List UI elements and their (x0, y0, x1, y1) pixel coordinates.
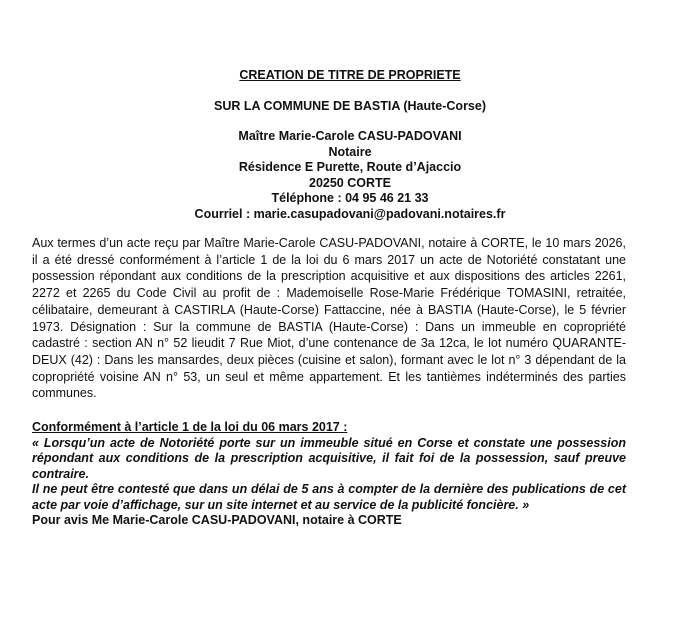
legal-quote-1: « Lorsqu’un acte de Notoriété porte sur un immeuble situé en Corse et constate une possession répondant aux conditions de la prescription acquisitive, il fait foi de la possession, sauf preuve contraire. (32, 435, 626, 481)
notary-name: Maître Marie-Carole CASU-PADOVANI (238, 129, 462, 143)
notary-block (0, 129, 700, 222)
notice-subtitle: SUR LA COMMUNE DE BASTIA (Haute-Corse) (214, 99, 486, 113)
legal-quote-2: Il ne peut être contesté que dans un délai de 5 ans à compter de la dernière des publications de cet acte par voie d’affichage, sur un site internet et au service de la publicité foncière. » (32, 482, 626, 512)
closing-line: Pour avis Me Marie-Carole CASU-PADOVANI, notaire à CORTE (32, 513, 402, 527)
legal-section (32, 420, 626, 529)
notary-city: 20250 CORTE (309, 175, 391, 190)
notice-body: Aux termes d’un acte reçu par Maître Marie-Carole CASU-PADOVANI, notaire à CORTE, le 10 mars 2026, il a été dressé conformément à l’article 1 de la loi du 6 mars 2017 un acte de Notoriété constatant une possession répondant aux conditions de la prescription acquisitive et aux dispositions des articles 2261, 2272 et 2265 du Code Civil au profit de : Mademoiselle Rose-Marie Frédérique TOMASINI, retraitée, célibataire, demeurant à CASTIRLA (Haute-Corse) Fattaccine, née à BASTIA (Haute-Corse), le 5 février 1973. Désignation : Sur la commune de BASTIA (Haute-Corse) : Dans un immeuble en copropriété cadastré : section AN n° 52 lieudit 7 Rue Miot, d’une contenance de 3a 12ca, le lot numéro QUARANTE-DEUX (42) : Dans les mansardes, deux pièces (cuisine et salon), formant avec le lot n° 3 dépendant de la copropriété voisine AN n° 53, un seul et même appartement. Et les tantièmes indéterminés des parties communes. (32, 236, 626, 401)
notice-title: CREATION DE TITRE DE PROPRIETE (239, 68, 461, 82)
legal-heading: Conformément à l’article 1 de la loi du 06 mars 2017 : (32, 420, 348, 434)
notary-address: Résidence E Purette, Route d’Ajaccio (238, 160, 462, 174)
notary-role: Notaire (328, 144, 372, 159)
notary-phone: Téléphone : 04 95 46 21 33 (271, 191, 429, 205)
notary-email: Courriel : marie.casupadovani@padovani.notaires.fr (194, 206, 506, 221)
